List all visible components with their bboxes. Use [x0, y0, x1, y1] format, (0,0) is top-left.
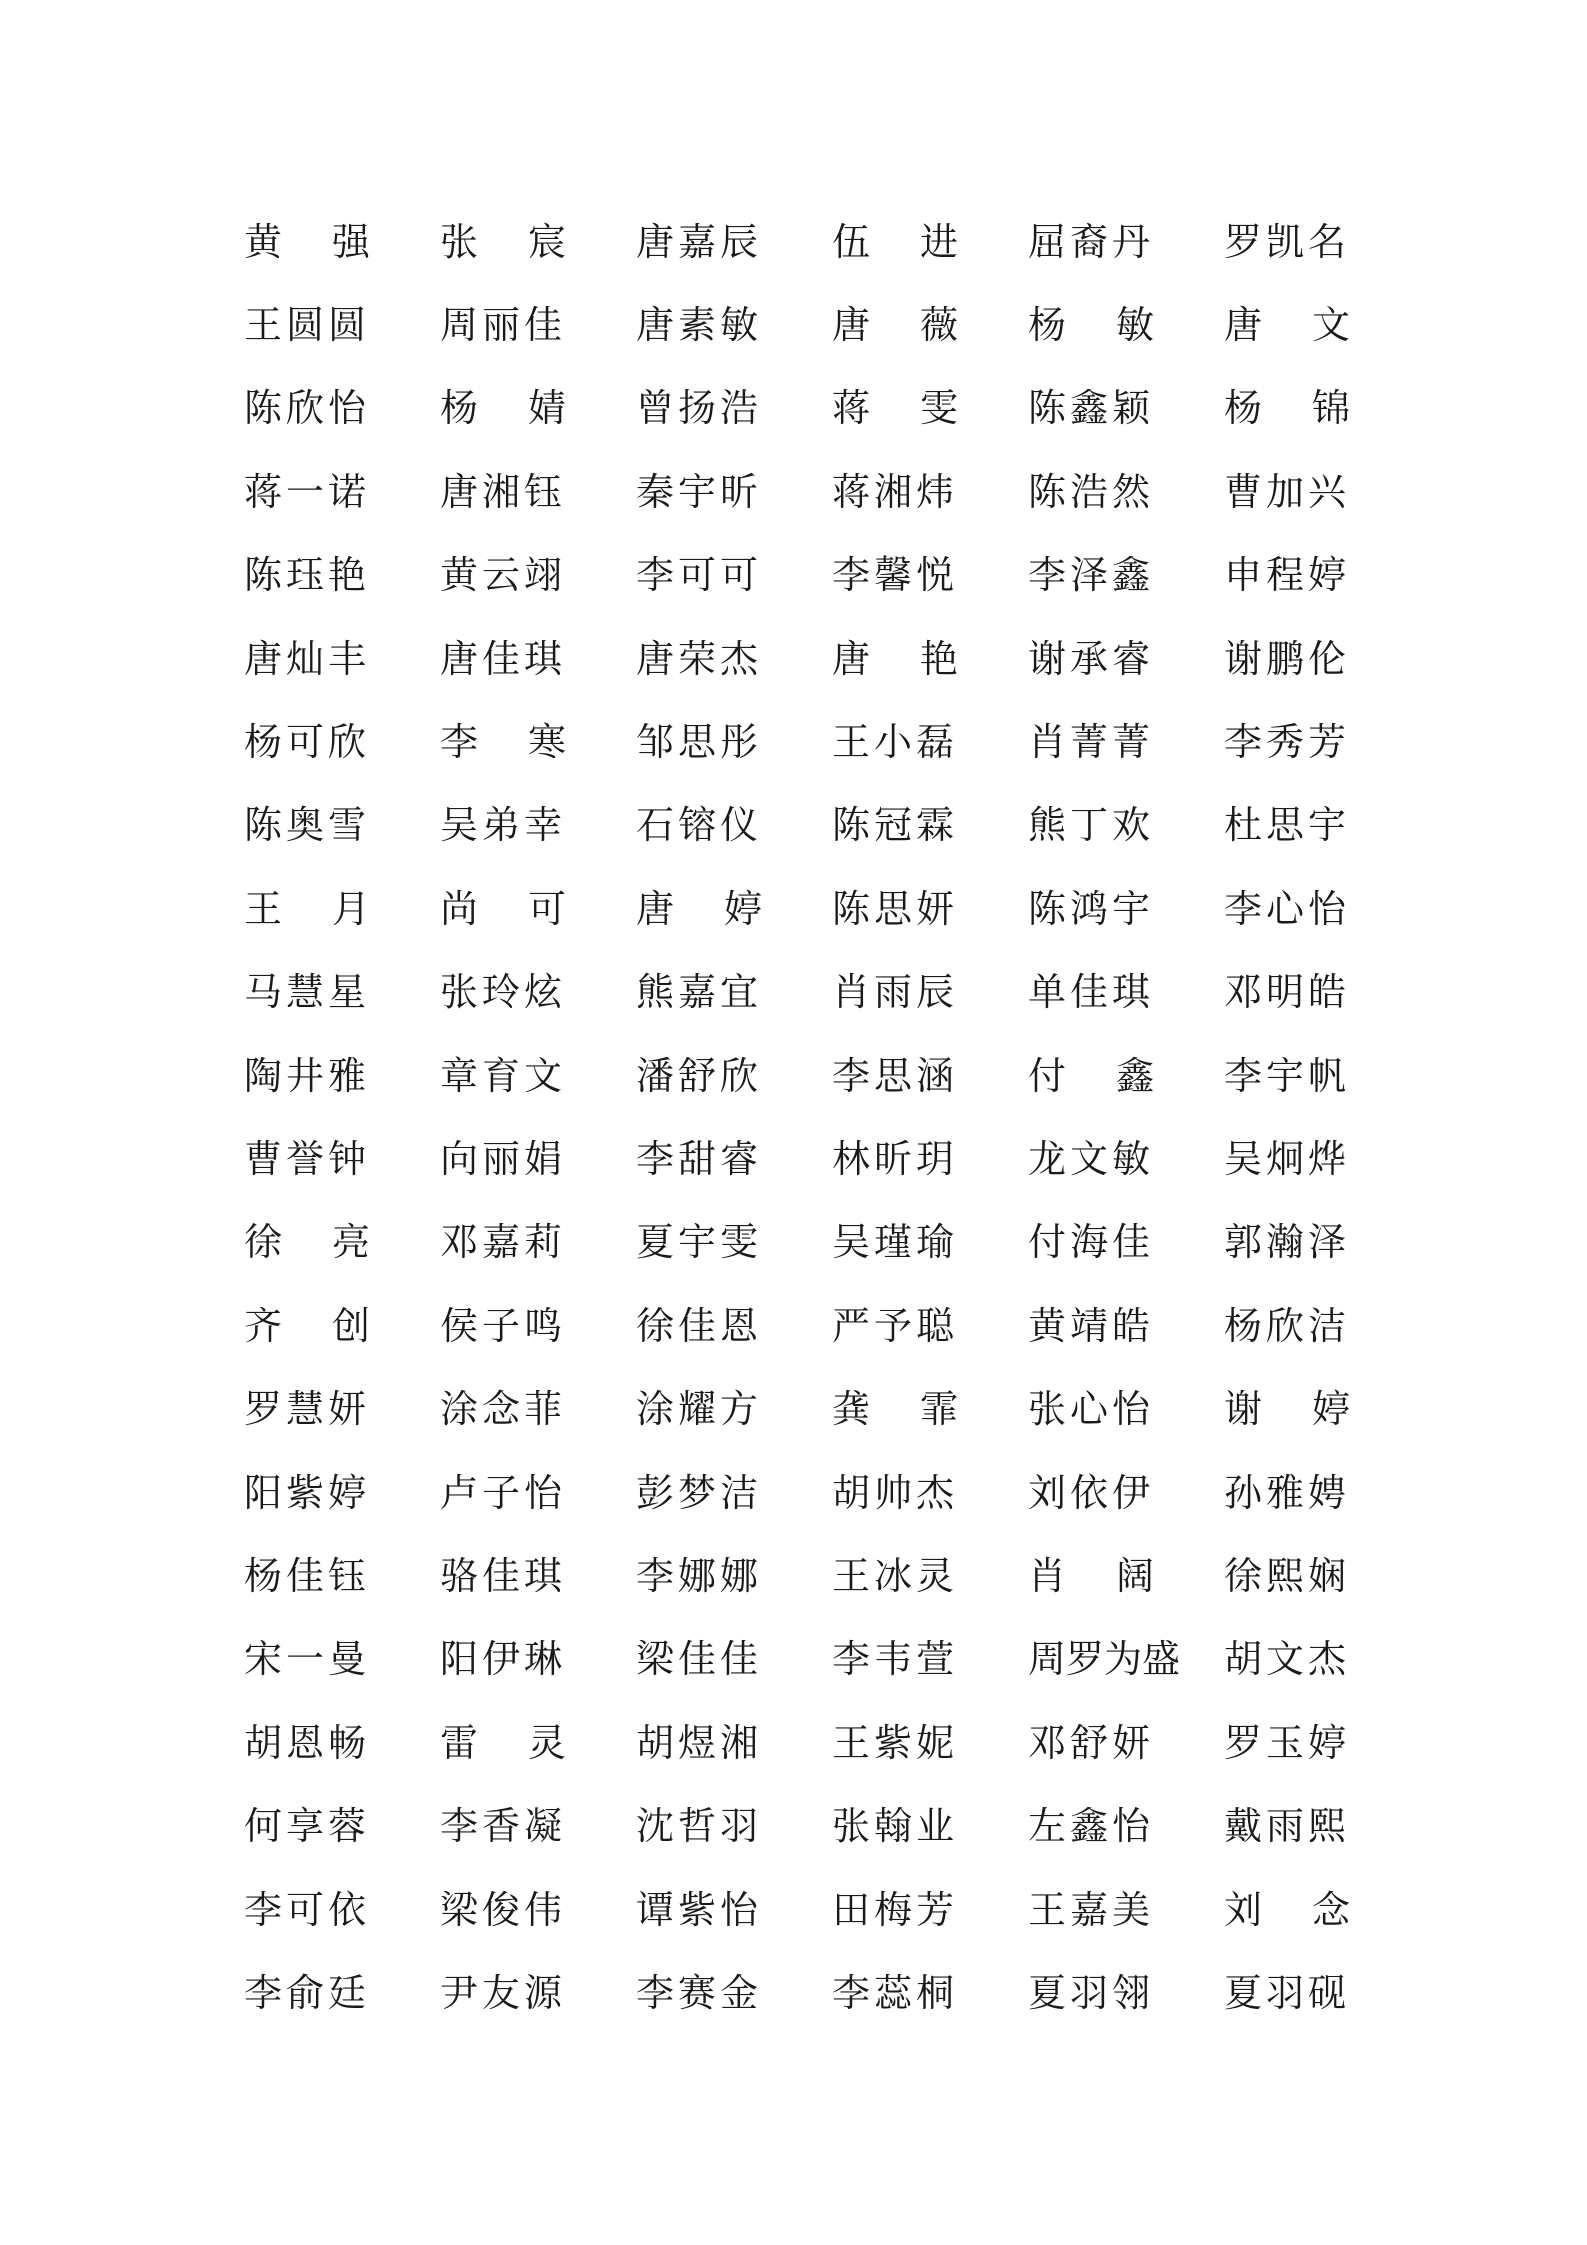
name-cell: 曹誉钟: [244, 1136, 371, 1181]
name-cell: 肖雨辰: [832, 970, 959, 1015]
name-cell: 王圆圆: [244, 303, 371, 348]
name-cell: 张翰业: [832, 1804, 959, 1849]
name-cell: 李思涵: [832, 1053, 959, 1098]
name-cell: 王紫妮: [832, 1720, 959, 1765]
name-row: [244, 951, 1358, 1034]
name-row: [244, 1284, 1358, 1367]
name-cell: 陈欣怡: [244, 386, 371, 431]
name-cell: 王嘉美: [1028, 1887, 1155, 1932]
name-cell: 田梅芳: [832, 1887, 959, 1932]
name-cell: 严予聪: [832, 1303, 959, 1348]
name-cell: 沈哲羽: [636, 1804, 763, 1849]
name-cell: 李 寒: [440, 720, 566, 765]
name-row: [244, 1034, 1358, 1117]
name-row: [244, 1784, 1358, 1867]
name-row: [244, 617, 1358, 700]
name-cell: 陈珏艳: [244, 553, 371, 598]
name-cell: 唐素敏: [636, 303, 763, 348]
name-cell: 石镕仪: [636, 803, 763, 848]
name-cell: 王 月: [244, 886, 370, 931]
name-cell: 邹思彤: [636, 720, 763, 765]
name-row: [244, 1534, 1358, 1617]
name-cell: 蒋 雯: [832, 386, 958, 431]
name-cell: 潘舒欣: [636, 1053, 763, 1098]
name-cell: 向丽娟: [440, 1136, 567, 1181]
name-cell: 熊丁欢: [1028, 803, 1155, 848]
name-cell: 吴瑾瑜: [832, 1220, 959, 1265]
name-cell: 徐佳恩: [636, 1303, 763, 1348]
name-cell: 杨 锦: [1224, 386, 1350, 431]
name-cell: 肖 阔: [1028, 1553, 1154, 1598]
name-cell: 陶井雅: [244, 1053, 371, 1098]
name-cell: 蒋湘炜: [832, 469, 959, 514]
name-row: [244, 1201, 1358, 1284]
name-cell: 唐 婷: [636, 886, 762, 931]
name-cell: 单佳琪: [1028, 970, 1155, 1015]
name-row: [244, 1451, 1358, 1534]
name-cell: 谢鹏伦: [1224, 636, 1351, 681]
name-cell: 吴弟幸: [440, 803, 567, 848]
name-cell: 唐灿丰: [244, 636, 371, 681]
name-cell: 王小磊: [832, 720, 959, 765]
name-row: [244, 1951, 1358, 2034]
name-cell: 徐熙娴: [1224, 1553, 1351, 1598]
name-cell: 李娜娜: [636, 1553, 763, 1598]
name-cell: 李甜睿: [636, 1136, 763, 1181]
name-cell: 李韦萱: [832, 1637, 959, 1682]
name-cell: 杨佳钰: [244, 1553, 371, 1598]
name-row: [244, 200, 1358, 283]
name-cell: 黄云翊: [440, 553, 567, 598]
name-row: [244, 534, 1358, 617]
name-cell: 罗凯名: [1224, 219, 1351, 264]
name-row: [244, 1367, 1358, 1450]
name-cell: 刘依伊: [1028, 1470, 1155, 1515]
name-cell: 谭紫怡: [636, 1887, 763, 1932]
name-cell: 林昕玥: [832, 1136, 959, 1181]
name-cell: 杨可欣: [244, 720, 371, 765]
name-cell: 李蕊桐: [832, 1970, 959, 2015]
name-cell: 卢子怡: [440, 1470, 567, 1515]
name-cell: 陈思妍: [832, 886, 959, 931]
name-cell: 尹友源: [440, 1970, 567, 2015]
name-cell: 胡文杰: [1224, 1637, 1351, 1682]
name-cell: 阳伊琳: [440, 1637, 567, 1682]
name-cell: 阳紫婷: [244, 1470, 371, 1515]
name-cell: 谢 婷: [1224, 1387, 1350, 1432]
name-cell: 马慧星: [244, 970, 371, 1015]
name-cell: 唐荣杰: [636, 636, 763, 681]
name-cell: 齐 创: [244, 1303, 370, 1348]
name-cell: 夏宇雯: [636, 1220, 763, 1265]
name-cell: 付 鑫: [1028, 1053, 1154, 1098]
name-cell: 唐湘钰: [440, 469, 567, 514]
name-cell: 胡煜湘: [636, 1720, 763, 1765]
name-cell: 唐 薇: [832, 303, 958, 348]
name-cell: 夏羽翎: [1028, 1970, 1155, 2015]
name-cell: 邓嘉莉: [440, 1220, 567, 1265]
name-cell: 伍 进: [832, 219, 958, 264]
name-cell: 陈浩然: [1028, 469, 1155, 514]
name-cell: 申程婷: [1224, 553, 1351, 598]
name-cell: 侯子鸣: [440, 1303, 567, 1348]
name-cell: 李可可: [636, 553, 763, 598]
name-cell: 胡帅杰: [832, 1470, 959, 1515]
name-cell: 左鑫怡: [1028, 1804, 1155, 1849]
name-cell: 张 宸: [440, 219, 566, 264]
name-cell: 李心怡: [1224, 886, 1351, 931]
name-cell: 肖菁菁: [1028, 720, 1155, 765]
name-cell: 唐 艳: [832, 636, 958, 681]
name-cell: 黄 强: [244, 219, 370, 264]
name-cell: 秦宇昕: [636, 469, 763, 514]
name-row: [244, 1618, 1358, 1701]
name-list-grid: [244, 200, 1358, 2035]
name-row: [244, 1701, 1358, 1784]
name-cell: 夏羽砚: [1224, 1970, 1351, 2015]
name-cell: 邓舒妍: [1028, 1720, 1155, 1765]
name-cell: 李泽鑫: [1028, 553, 1155, 598]
name-cell: 唐嘉辰: [636, 219, 763, 264]
name-cell: 张玲炫: [440, 970, 567, 1015]
name-row: [244, 1868, 1358, 1951]
name-cell: 曾扬浩: [636, 386, 763, 431]
name-cell: 吴炯烨: [1224, 1136, 1351, 1181]
name-cell: 胡恩畅: [244, 1720, 371, 1765]
name-cell: 梁俊伟: [440, 1887, 567, 1932]
name-cell: 彭梦洁: [636, 1470, 763, 1515]
name-cell: 陈奥雪: [244, 803, 371, 848]
name-cell: 宋一曼: [244, 1637, 371, 1682]
name-row: [244, 784, 1358, 867]
name-row: [244, 367, 1358, 450]
name-cell: 孙雅娉: [1224, 1470, 1351, 1515]
name-cell: 陈鸿宇: [1028, 886, 1155, 931]
name-cell: 王冰灵: [832, 1553, 959, 1598]
name-cell: 邓明皓: [1224, 970, 1351, 1015]
name-row: [244, 867, 1358, 950]
name-cell: 梁佳佳: [636, 1637, 763, 1682]
name-cell: 杜思宇: [1224, 803, 1351, 848]
name-cell: 骆佳琪: [440, 1553, 567, 1598]
name-cell: 龚 霏: [832, 1387, 958, 1432]
name-cell: 李俞廷: [244, 1970, 371, 2015]
name-cell: 章育文: [440, 1053, 567, 1098]
name-cell: 郭瀚泽: [1224, 1220, 1351, 1265]
name-cell: 李宇帆: [1224, 1053, 1351, 1098]
name-cell: 尚 可: [440, 886, 566, 931]
name-cell: 刘 念: [1224, 1887, 1350, 1932]
name-cell: 黄靖皓: [1028, 1303, 1155, 1348]
name-cell: 徐 亮: [244, 1220, 370, 1265]
name-cell: 涂耀方: [636, 1387, 763, 1432]
name-cell: 戴雨熙: [1224, 1804, 1351, 1849]
name-cell: 李秀芳: [1224, 720, 1351, 765]
name-row: [244, 450, 1358, 533]
name-cell: 张心怡: [1028, 1387, 1155, 1432]
name-cell: 李赛金: [636, 1970, 763, 2015]
name-cell: 陈鑫颖: [1028, 386, 1155, 431]
name-cell: 陈冠霖: [832, 803, 959, 848]
name-row: [244, 283, 1358, 366]
name-cell: 付海佳: [1028, 1220, 1155, 1265]
name-cell: 唐 文: [1224, 303, 1350, 348]
name-cell: 龙文敏: [1028, 1136, 1155, 1181]
name-cell: 曹加兴: [1224, 469, 1351, 514]
name-cell: 李可依: [244, 1887, 371, 1932]
name-cell: 何享蓉: [244, 1804, 371, 1849]
name-cell: 周丽佳: [440, 303, 567, 348]
name-cell: 罗慧妍: [244, 1387, 371, 1432]
name-cell: 唐佳琪: [440, 636, 567, 681]
name-cell: 熊嘉宜: [636, 970, 763, 1015]
name-row: [244, 1117, 1358, 1200]
name-cell: 涂念菲: [440, 1387, 567, 1432]
name-cell: 杨 敏: [1028, 303, 1154, 348]
name-row: [244, 700, 1358, 783]
name-cell: 杨 婧: [440, 386, 566, 431]
name-cell: 李馨悦: [832, 553, 959, 598]
name-cell: 杨欣洁: [1224, 1303, 1351, 1348]
name-cell: 罗玉婷: [1224, 1720, 1351, 1765]
name-cell: 李香凝: [440, 1804, 567, 1849]
name-cell: 雷 灵: [440, 1720, 566, 1765]
name-cell: 蒋一诺: [244, 469, 371, 514]
name-cell: 谢承睿: [1028, 636, 1155, 681]
name-cell: 周罗为盛: [1028, 1637, 1181, 1682]
name-cell: 屈裔丹: [1028, 219, 1155, 264]
